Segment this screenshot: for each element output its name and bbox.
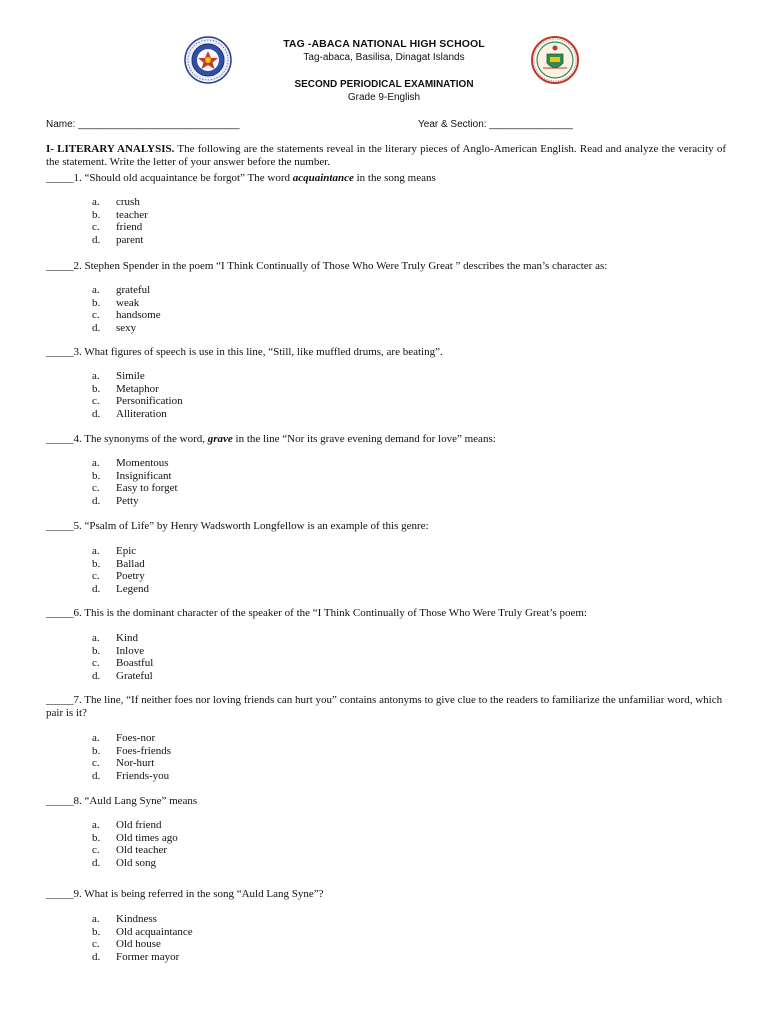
option-letter: a. [92, 457, 100, 469]
option-text: Epic [116, 545, 137, 557]
instructions-text: The following are the statements reveal in the literary pieces of Anglo-American English. Read and analyze the veracity of the statement. Write the letter of your answer before the number. [46, 143, 727, 168]
answer-option [92, 857, 178, 870]
option-list [92, 545, 149, 595]
option-list [92, 457, 178, 507]
option-letter: c. [92, 309, 100, 322]
option-text: Personification [116, 395, 183, 408]
question-5 [46, 520, 726, 533]
option-letter: d. [92, 321, 101, 334]
option-text: Old house [116, 938, 161, 951]
answer-option [92, 395, 183, 408]
answer-option [92, 545, 149, 558]
option-letter: d. [92, 407, 101, 420]
question-text: _____7. The line, “If neither foes nor loving friends can hurt you” contains antonyms to give clue to the readers to familiarize the unfamiliar word, which pair is it? [46, 694, 723, 719]
option-text: sexy [116, 321, 137, 334]
school-name: TAG -ABACA NATIONAL HIGH SCHOOL [283, 38, 485, 50]
option-text: Insignificant [116, 469, 172, 482]
option-letter: d. [92, 769, 101, 782]
question-1 [46, 172, 726, 185]
answer-option [92, 757, 171, 770]
question-text: _____1. “Should old acquaintance be forgot” The word [46, 172, 293, 184]
option-letter: b. [92, 925, 101, 938]
option-text: Simile [116, 370, 145, 382]
option-list [92, 732, 171, 782]
option-letter: c. [92, 844, 100, 857]
option-letter: d. [92, 494, 101, 507]
option-letter: d. [92, 950, 101, 963]
question-keyword: grave [207, 433, 233, 445]
option-letter: a. [92, 632, 100, 644]
option-letter: b. [92, 557, 101, 570]
answer-option [92, 309, 161, 322]
option-letter: a. [92, 819, 100, 831]
answer-option [92, 770, 171, 783]
option-list [92, 819, 178, 869]
answer-option [92, 844, 178, 857]
option-letter: d. [92, 856, 101, 869]
answer-option [92, 832, 178, 845]
question-keyword: acquaintance [292, 172, 354, 184]
question-text: _____3. What figures of speech is use in this line, “Still, like muffled drums, are beating”. [46, 346, 443, 358]
option-letter: b. [92, 296, 101, 309]
school-address: Tag-abaca, Basilisa, Dinagat Islands [303, 52, 465, 63]
option-text: Petty [116, 494, 139, 507]
question-4 [46, 433, 726, 446]
option-letter: d. [92, 233, 101, 246]
option-letter: c. [92, 395, 100, 408]
option-text: parent [116, 233, 144, 246]
option-text: Foes-friends [116, 744, 171, 757]
question-text: _____4. The synonyms of the word, [46, 433, 208, 445]
option-letter: c. [92, 657, 100, 670]
option-letter: a. [92, 732, 100, 744]
option-text: Boastful [116, 657, 154, 670]
option-text: Legend [116, 582, 149, 595]
option-list [92, 196, 148, 246]
question-text: _____5. “Psalm of Life” by Henry Wadsworth Longfellow is an example of this genre: [46, 520, 429, 532]
answer-option [92, 234, 148, 247]
answer-option [92, 819, 178, 832]
option-list [92, 913, 193, 963]
option-letter: b. [92, 208, 101, 221]
option-letter: a. [92, 545, 100, 557]
answer-option [92, 470, 178, 483]
year-section-field[interactable]: Year & Section: _______________ [418, 119, 573, 130]
question-text: _____6. This is the dominant character of the speaker of the “I Think Continually of Those Who Were Truly Great’s poem: [46, 607, 587, 619]
option-text: Former mayor [116, 950, 180, 963]
answer-option [92, 196, 148, 209]
name-field[interactable]: Name: _____________________________ [46, 119, 240, 130]
question-2 [46, 260, 726, 273]
question-text: _____9. What is being referred in the song “Auld Lang Syne”? [46, 888, 324, 900]
answer-option [92, 657, 153, 670]
option-text: handsome [116, 309, 161, 322]
option-text: friend [116, 221, 143, 234]
answer-option [92, 297, 161, 310]
answer-option [92, 645, 153, 658]
option-letter: b. [92, 644, 101, 657]
option-letter: b. [92, 382, 101, 395]
answer-option [92, 221, 148, 234]
answer-option [92, 370, 183, 383]
answer-option [92, 938, 193, 951]
option-text: Alliteration [116, 407, 167, 420]
answer-option [92, 951, 193, 964]
option-text: Easy to forget [116, 482, 178, 495]
option-letter: a. [92, 284, 100, 296]
answer-option [92, 209, 148, 222]
question-9 [46, 888, 726, 901]
option-text: weak [116, 296, 140, 309]
option-text: Friends-you [116, 769, 170, 782]
option-letter: c. [92, 570, 100, 583]
option-letter: b. [92, 469, 101, 482]
option-text: Old teacher [116, 844, 167, 857]
section-heading: I- LITERARY ANALYSIS. [46, 143, 175, 155]
option-letter: a. [92, 913, 100, 925]
question-text: in the song means [353, 172, 436, 184]
option-text: crush [116, 196, 140, 208]
answer-option [92, 482, 178, 495]
option-list [92, 370, 183, 420]
option-text: Kind [116, 632, 138, 644]
option-text: Metaphor [116, 382, 159, 395]
instructions [46, 143, 726, 168]
option-text: Old friend [116, 819, 162, 831]
question-7 [46, 694, 726, 720]
option-list [92, 284, 161, 334]
option-letter: d. [92, 669, 101, 682]
option-text: Foes-nor [116, 732, 156, 744]
answer-option [92, 913, 193, 926]
answer-option [92, 284, 161, 297]
option-letter: a. [92, 370, 100, 382]
option-text: Kindness [116, 913, 157, 925]
answer-option [92, 745, 171, 758]
option-letter: a. [92, 196, 100, 208]
exam-header [0, 38, 768, 104]
option-text: Inlove [116, 644, 145, 657]
option-letter: b. [92, 831, 101, 844]
option-text: Old acquaintance [116, 925, 193, 938]
answer-option [92, 732, 171, 745]
answer-option [92, 383, 183, 396]
exam-title: SECOND PERIODICAL EXAMINATION [294, 79, 474, 90]
question-3 [46, 346, 726, 359]
option-text: teacher [116, 208, 148, 221]
answer-option [92, 558, 149, 571]
answer-option [92, 322, 161, 335]
question-text: _____8. “Auld Lang Syne” means [46, 795, 198, 807]
question-6 [46, 607, 726, 620]
option-letter: d. [92, 582, 101, 595]
grade-subject: Grade 9-English [347, 92, 421, 103]
question-text: _____2. Stephen Spender in the poem “I Think Continually of Those Who Were Truly Great ” describes the man’s character as: [46, 260, 608, 272]
answer-option [92, 632, 153, 645]
answer-option [92, 570, 149, 583]
option-list [92, 632, 153, 682]
question-text: in the line “Nor its grave evening demand for love” means: [232, 433, 496, 445]
option-letter: c. [92, 757, 100, 770]
option-text: Ballad [116, 557, 145, 570]
option-text: grateful [116, 284, 151, 296]
answer-option [92, 926, 193, 939]
option-text: Nor-hurt [116, 757, 155, 770]
option-text: Old song [116, 856, 157, 869]
option-text: Old times ago [116, 831, 178, 844]
option-letter: c. [92, 938, 100, 951]
answer-option [92, 408, 183, 421]
option-letter: c. [92, 221, 100, 234]
answer-option [92, 583, 149, 596]
option-text: Poetry [116, 570, 145, 583]
option-letter: c. [92, 482, 100, 495]
answer-option [92, 670, 153, 683]
answer-option [92, 457, 178, 470]
answer-option [92, 495, 178, 508]
option-text: Momentous [116, 457, 169, 469]
option-letter: b. [92, 744, 101, 757]
question-8 [46, 795, 726, 808]
option-text: Grateful [116, 669, 153, 682]
